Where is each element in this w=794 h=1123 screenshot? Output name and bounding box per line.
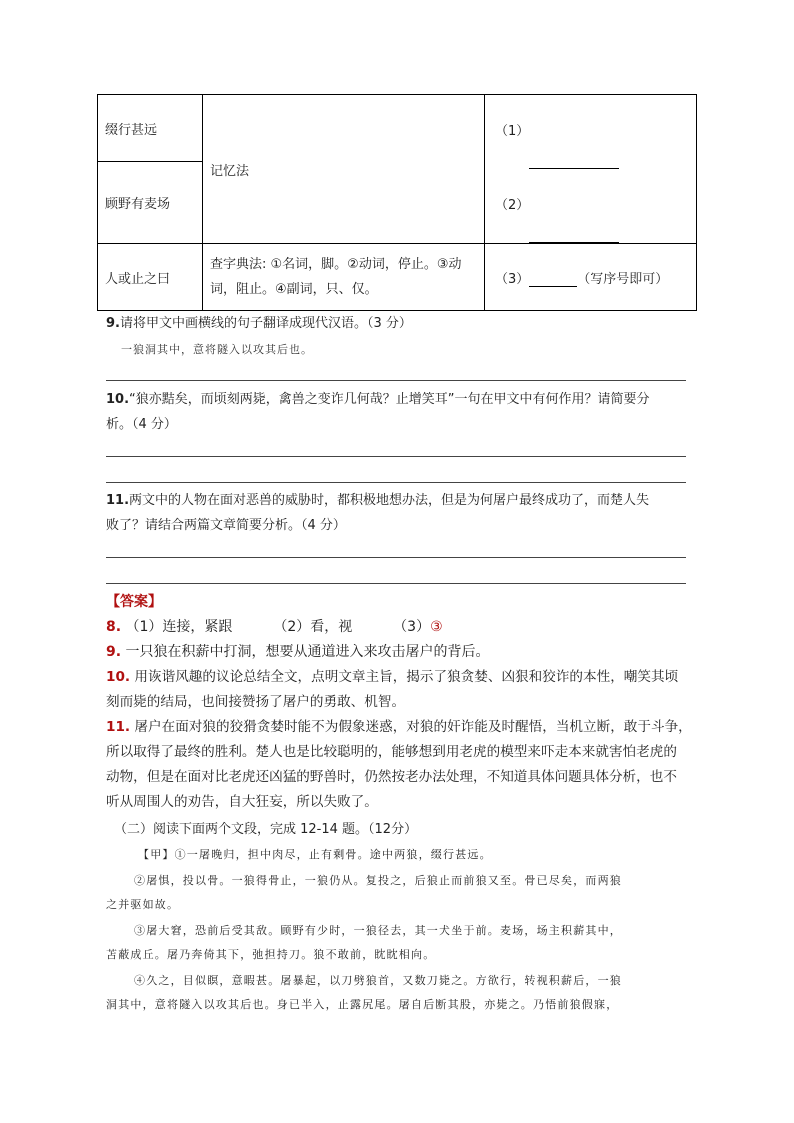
answer-text: 用诙谐风趣的议论总结全文，点明文章主旨，揭示了狼贪婪、凶狠和狡诈的本性，嘲笑其顷: [134, 669, 679, 685]
passage-paragraph: [106, 919, 700, 967]
blank-line: [529, 272, 577, 287]
question-text: 败了？请结合两篇文章简要分析。（4 分）: [106, 518, 346, 533]
circled-answer: ③: [430, 619, 443, 635]
blank-line: [529, 154, 619, 169]
answer-text: 一只狼在积薪中打洞，想要从通道进入来攻击屠户的背后。: [125, 644, 490, 660]
answer-8: [106, 615, 696, 640]
table-text: 人或止之曰: [105, 271, 171, 287]
answer-number: 10.: [106, 669, 131, 685]
table-cell: [485, 244, 697, 311]
answer-text: 动物，但是在面对比老虎还凶猛的野兽时，仍然按老办法处理，不知道具体问题具体分析，也不: [106, 769, 677, 785]
question-number: 11.: [106, 493, 130, 508]
answer-text: 所以取得了最终的胜利。楚人也是比较聪明的，能够想到用老虎的模型来吓走本来就害怕老虎的: [106, 744, 677, 760]
passage-line: 洞其中，意将隧入以攻其后也。身已半入，止露尻尾。屠自后断其股，亦毙之。乃悟前狼假寐，: [106, 998, 619, 1011]
question-number: 10.: [106, 392, 130, 407]
table-cell: [98, 95, 203, 162]
answer-number: 11.: [106, 719, 131, 735]
table-cell: [485, 95, 697, 244]
table-cell: [203, 244, 485, 311]
blank-hint: （写序号即可）: [577, 271, 669, 287]
blank-line: [529, 228, 619, 243]
answer-9: [106, 640, 696, 665]
table-text: 顾野有麦场: [105, 197, 171, 213]
question-9: [106, 311, 696, 336]
passage-line: 苫蔽成丘。屠乃奔倚其下，弛担持刀。狼不敢前，眈眈相向。: [106, 948, 436, 961]
answer-text: （2）看，视: [273, 619, 353, 635]
answer-number: 8.: [106, 619, 122, 635]
answer-10: [106, 665, 696, 715]
table-cell: [203, 95, 485, 244]
passage-line: 之并驱如故。: [106, 898, 180, 911]
passage-paragraph: [106, 869, 700, 917]
question-text: 析。（4 分）: [106, 417, 177, 432]
answer-line: [106, 456, 686, 457]
question-number: 9.: [106, 316, 120, 331]
answer-text: 屠户在面对狼的狡猾贪婪时能不为假象迷惑，对狼的奸诈能及时醒悟，当机立断，敢于斗争，: [134, 719, 692, 735]
answer-table: [97, 94, 697, 311]
section-heading: （二）阅读下面两个文段，完成 12-14 题。（12分）: [114, 822, 418, 837]
question-text: 请将甲文中画横线的句子翻译成现代汉语。（3 分）: [119, 316, 412, 331]
passage-line: ③屠大窘，恐前后受其敌。顾野有少时，一狼径去，其一犬坐于前。麦场，场主积薪其中，: [134, 924, 622, 937]
passage-paragraph: 【甲】①一屠晚归，担中肉尽，止有剩骨。途中两狼，缀行甚远。: [138, 848, 492, 861]
answer-text: 刻而毙的结局，也间接赞扬了屠户的勇敢、机智。: [106, 694, 406, 710]
passage-line: ②屠惧，投以骨。一狼得骨止，一狼仍从。复投之，后狼止而前狼又至。骨已尽矣，而两狼: [134, 874, 622, 887]
table-text: 记忆法: [210, 163, 250, 179]
table-text: 缀行甚远: [105, 122, 158, 138]
question-11: [106, 488, 696, 538]
question-10: [106, 387, 696, 437]
blank-label: （3）: [495, 271, 530, 287]
passage-paragraph: [106, 969, 700, 1017]
answer-line: [106, 557, 686, 558]
answer-header: 【答案】: [106, 594, 162, 610]
passage-line: ④久之，目似瞑，意暇甚。屠暴起，以刀劈狼首，又数刀毙之。方欲行，转视积薪后，一狼: [134, 974, 622, 987]
question-text: “狼亦黠矣，而顷刻两毙，禽兽之变诈几何哉？止增笑耳”一句在甲文中有何作用？请简要分: [129, 392, 650, 407]
table-cell: [98, 162, 203, 244]
blank-row-2: [495, 169, 686, 243]
table-cell: [98, 244, 203, 311]
blank-label: （2）: [495, 198, 530, 213]
answer-line: [106, 583, 686, 584]
question-text: 两文中的人物在面对恶兽的威胁时，都积极地想办法，但是为何屠户最终成功了，而楚人失: [129, 493, 650, 508]
blank-row-1: [495, 95, 686, 169]
answer-11: [106, 715, 696, 815]
answer-line: [106, 482, 686, 483]
answer-text: （3）: [393, 619, 431, 635]
blank-label: （1）: [495, 124, 530, 139]
answer-line: [106, 380, 686, 381]
handwritten-answer: 一狼洞其中，意将隧入以攻其后也。: [121, 343, 313, 356]
answer-text: 听从周围人的劝告，自大狂妄，所以失败了。: [106, 794, 378, 810]
answer-number: 9.: [106, 644, 122, 660]
answer-text: （1）连接，紧跟: [125, 619, 233, 635]
table-text: 查字典法: ①名词，脚。②动词，停止。③动词，阻止。④副词，只、仅。: [210, 257, 462, 297]
